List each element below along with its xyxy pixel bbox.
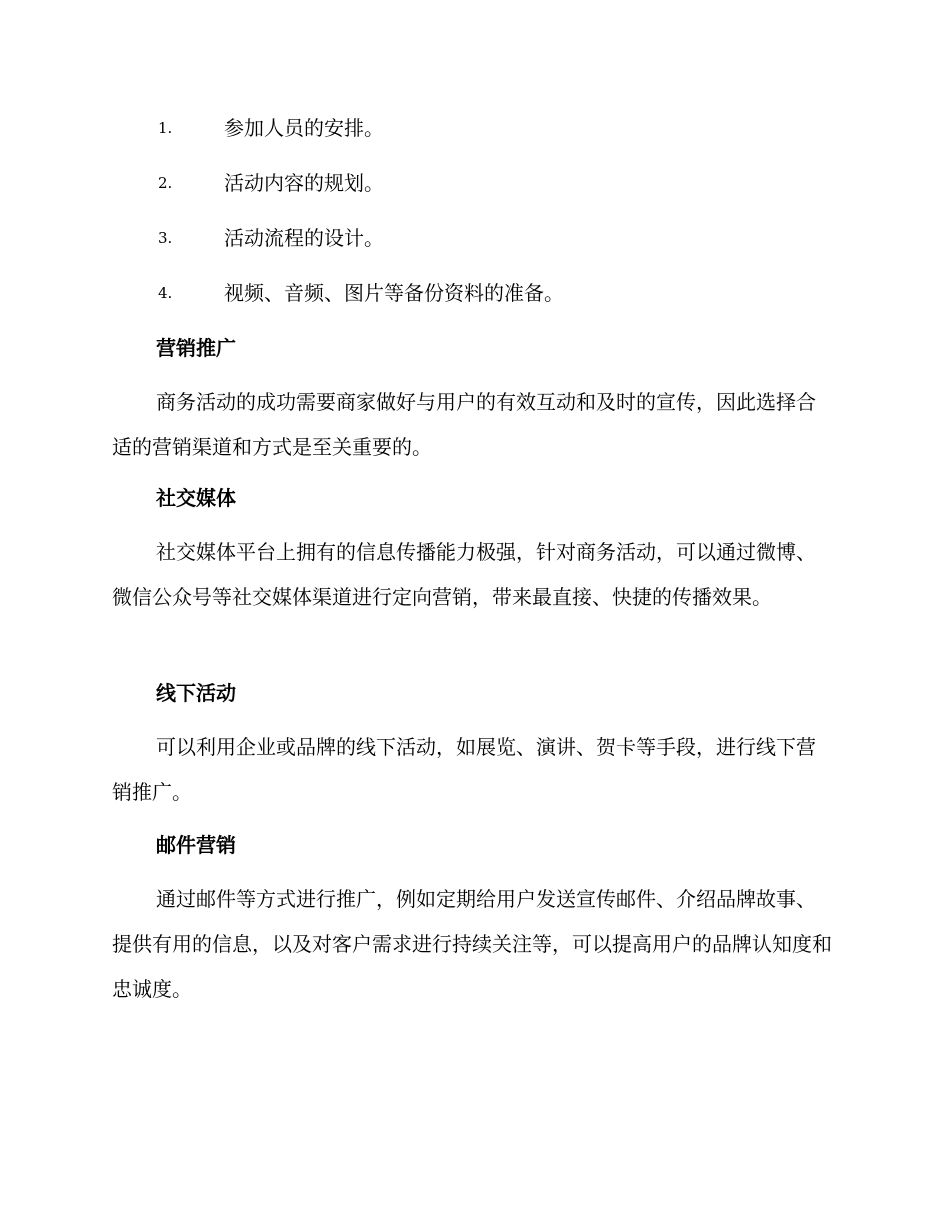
list-item: [0, 113, 950, 143]
list-item: [0, 223, 950, 253]
section-paragraph-email: 通过邮件等方式进行推广，例如定期给用户发送宣传邮件、介绍品牌故事、提供有用的信息，以及对客户需求进行持续关注等，可以提高用户的品牌认知度和忠诚度。: [112, 887, 832, 1001]
section-heading-social-media: 社交媒体: [156, 486, 236, 510]
section-paragraph-social-media: 社交媒体平台上拥有的信息传播能力极强，针对商务活动，可以通过微博、微信公众号等社交媒体渠道进行定向营销，带来最直接、快捷的传播效果。: [112, 540, 816, 609]
section-paragraph-marketing: 商务活动的成功需要商家做好与用户的有效互动和及时的宣传，因此选择合适的营销渠道和方式是至关重要的。: [112, 390, 816, 459]
list-number: 4.: [158, 284, 173, 302]
list-text: 参加人员的安排。: [224, 116, 384, 140]
list-number: 1.: [158, 119, 173, 137]
list-item: [0, 168, 950, 198]
list-text: 活动内容的规划。: [224, 171, 384, 195]
list-number: 2.: [158, 174, 173, 192]
section-paragraph-offline: 可以利用企业或品牌的线下活动，如展览、演讲、贺卡等手段，进行线下营销推广。: [112, 735, 816, 804]
section-heading-email: 邮件营销: [156, 833, 236, 857]
list-item: [0, 278, 950, 308]
list-number: 3.: [158, 229, 173, 247]
section-heading-marketing: 营销推广: [156, 336, 236, 360]
section-heading-offline: 线下活动: [156, 681, 236, 705]
list-text: 活动流程的设计。: [224, 226, 384, 250]
list-text: 视频、音频、图片等备份资料的准备。: [224, 281, 564, 305]
